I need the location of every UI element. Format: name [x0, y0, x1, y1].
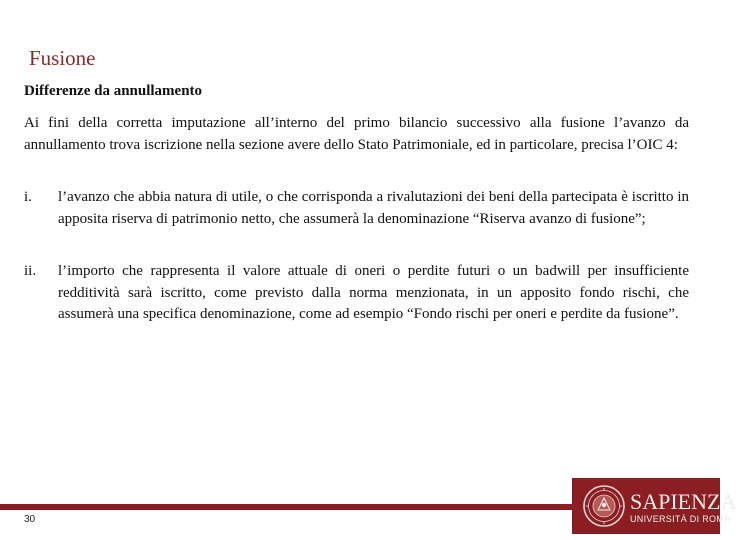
university-seal-icon: [582, 484, 626, 528]
slide-title: Fusione: [29, 46, 96, 70]
slide-subtitle: Differenze da annullamento: [24, 83, 203, 99]
page-number: 30: [24, 514, 36, 525]
logo-name: SAPIENZA: [630, 489, 736, 514]
list-item: [24, 261, 689, 326]
list-marker: i.: [24, 189, 32, 205]
list-item: [24, 187, 689, 230]
list-item-text: l’avanzo che abbia natura di utile, o che corrisponda a rivalutazioni dei beni della partecipata è iscritto in apposita riserva di patrimonio netto, che assumerà la denominazione “Riserva avanzo di fusione”;: [58, 189, 689, 227]
intro-paragraph: Ai fini della corretta imputazione all’interno del primo bilancio successivo alla fusione l’avanzo da annullamento trova iscrizione nella sezione avere dello Stato Patrimoniale, ed in particolare, precisa l’OIC 4:: [24, 115, 689, 153]
list-item-text: l’importo che rappresenta il valore attuale di oneri o perdite futuri o un badwill per insufficiente redditività sarà iscritto, come previsto dalla norma menzionata, in un apposito fondo rischi, che assumerà una specifica denominazione, come ad esempio “Fondo rischi per oneri e perdite da fusione”.: [58, 263, 689, 322]
university-logo: [572, 478, 736, 534]
logo-subtitle: UNIVERSITÀ DI ROMA: [630, 514, 731, 524]
list-marker: ii.: [24, 263, 37, 279]
